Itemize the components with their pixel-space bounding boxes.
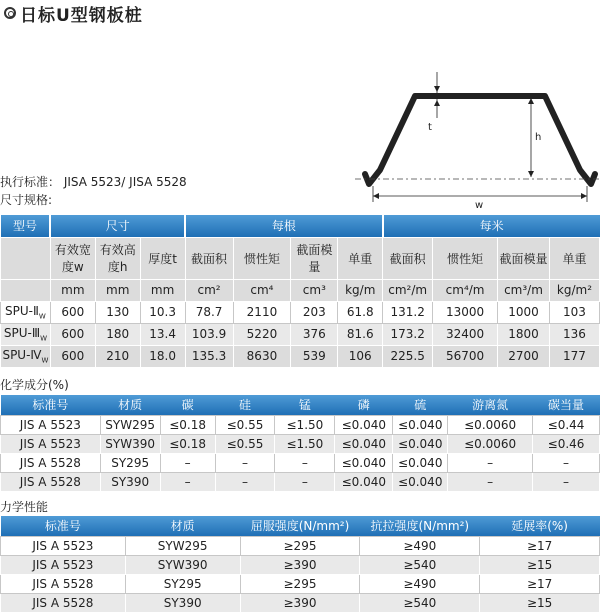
dims-cell: 135.3: [185, 345, 233, 367]
table-row: [1, 453, 600, 472]
chem-cell: –: [533, 472, 600, 491]
chem-cell: –: [215, 472, 275, 491]
h-label: h: [535, 132, 542, 143]
chem-cell: ≤0.55: [215, 434, 275, 453]
dims-unit: cm³: [291, 279, 338, 301]
dims-cell: 61.8: [338, 301, 383, 323]
chem-cell: ≤0.040: [335, 472, 393, 491]
dims-unit: mm: [50, 279, 95, 301]
chem-cell: ≤0.040: [335, 415, 393, 434]
dims-group-header-row: [1, 215, 600, 237]
dims-sub-header: 惯性矩: [433, 237, 498, 279]
dims-model-cell: SPU-$Ⅳ_W$: [1, 345, 51, 367]
mech-header: 屈服强度(N/mm²): [240, 516, 360, 536]
chem-header: 游离氮: [448, 395, 533, 415]
chem-cell: –: [215, 453, 275, 472]
chem-cell: JIS A 5523: [1, 434, 101, 453]
u-pile-profile-diagram: [355, 62, 600, 217]
dims-cell: 203: [291, 301, 338, 323]
dims-header-size: 尺寸: [50, 215, 185, 237]
chem-cell: ≤0.040: [393, 434, 448, 453]
dims-unit: kg/m: [338, 279, 383, 301]
mech-header: 标准号: [1, 516, 126, 536]
chem-header: 标准号: [1, 395, 101, 415]
mech-cell: ≥540: [360, 555, 480, 574]
dims-sub-header: 有效高度h: [95, 237, 140, 279]
chem-cell: ≤0.040: [335, 434, 393, 453]
dims-cell: 103: [549, 301, 599, 323]
mech-cell: ≥390: [240, 555, 360, 574]
dims-sub-header: 截面模量: [291, 237, 338, 279]
mech-cell: ≥17: [480, 574, 600, 593]
chem-cell: SYW390: [100, 434, 160, 453]
dims-unit: cm²/m: [383, 279, 433, 301]
mech-cell: JIS A 5523: [1, 555, 126, 574]
chem-cell: ≤1.50: [275, 434, 335, 453]
chem-section-label: 化学成分(%): [0, 378, 69, 392]
chem-cell: –: [448, 472, 533, 491]
chem-cell: ≤0.18: [160, 415, 215, 434]
mech-cell: SY390: [125, 593, 240, 612]
table-row: [1, 574, 600, 593]
dims-cell: 600: [50, 301, 95, 323]
u-pile-profile: [365, 96, 595, 184]
mech-header-row: [1, 516, 600, 536]
dims-sub-header: 单重: [338, 237, 383, 279]
mech-cell: ≥15: [480, 593, 600, 612]
dims-unit-row: [1, 279, 600, 301]
table-row: [1, 301, 600, 323]
dims-cell: 32400: [433, 323, 498, 345]
dims-unit: mm: [95, 279, 140, 301]
dims-sub-header: 截面积: [383, 237, 433, 279]
dims-unit: cm⁴/m: [433, 279, 498, 301]
chem-cell: SY390: [100, 472, 160, 491]
table-row: [1, 415, 600, 434]
chem-cell: ≤0.040: [393, 415, 448, 434]
chem-cell: ≤1.50: [275, 415, 335, 434]
chem-cell: ≤0.18: [160, 434, 215, 453]
chem-cell: –: [275, 472, 335, 491]
dims-sub-header: 惯性矩: [233, 237, 291, 279]
mech-header: 材质: [125, 516, 240, 536]
dims-cell: 1800: [498, 323, 550, 345]
dims-sub-header: 厚度t: [140, 237, 185, 279]
mech-cell: JIS A 5528: [1, 593, 126, 612]
chem-header: 硅: [215, 395, 275, 415]
table-row: [1, 323, 600, 345]
dims-cell: 600: [50, 323, 95, 345]
dims-cell: 78.7: [185, 301, 233, 323]
dims-header-per-pile: 每根: [185, 215, 383, 237]
mech-cell: ≥17: [480, 536, 600, 555]
table-row: [1, 434, 600, 453]
dims-cell: 18.0: [140, 345, 185, 367]
dims-cell: 103.9: [185, 323, 233, 345]
dims-header-model: 型号: [1, 215, 51, 237]
dims-model-cell: SPU-$Ⅱ_W$: [1, 301, 51, 323]
chem-cell: –: [275, 453, 335, 472]
chem-cell: –: [533, 453, 600, 472]
dims-cell: 539: [291, 345, 338, 367]
chem-header: 锰: [275, 395, 335, 415]
mech-cell: JIS A 5523: [1, 536, 126, 555]
table-row: [1, 536, 600, 555]
chem-cell: ≤0.0060: [448, 434, 533, 453]
dims-cell: 600: [50, 345, 95, 367]
mech-cell: SYW390: [125, 555, 240, 574]
dims-cell: 106: [338, 345, 383, 367]
t-label: t: [428, 122, 432, 133]
mech-cell: SYW295: [125, 536, 240, 555]
dims-header-per-meter: 每米: [383, 215, 600, 237]
spec-label: 尺寸规格:: [0, 193, 53, 207]
dims-cell: 81.6: [338, 323, 383, 345]
standard-line: 执行标准： JISA 5523/ JISA 5528: [0, 175, 187, 189]
dims-cell: 13.4: [140, 323, 185, 345]
chem-cell: ≤0.55: [215, 415, 275, 434]
chem-header: 材质: [100, 395, 160, 415]
chem-header-row: [1, 395, 600, 415]
chem-cell: JIS A 5528: [1, 453, 101, 472]
chem-cell: JIS A 5528: [1, 472, 101, 491]
chem-header: 碳: [160, 395, 215, 415]
dims-cell: 136: [549, 323, 599, 345]
table-row: [1, 345, 600, 367]
mech-header: 抗拉强度(N/mm²): [360, 516, 480, 536]
dims-cell: 2700: [498, 345, 550, 367]
title-text: 日标U型钢板桩: [20, 5, 143, 26]
chem-cell: ≤0.040: [393, 472, 448, 491]
dims-cell: 210: [95, 345, 140, 367]
dims-cell: 56700: [433, 345, 498, 367]
dims-sub-header: 有效宽度w: [50, 237, 95, 279]
dims-cell: 1000: [498, 301, 550, 323]
dims-cell: 2110: [233, 301, 291, 323]
dimensions-table: [0, 215, 600, 368]
chem-header: 碳当量: [533, 395, 600, 415]
table-row: [1, 472, 600, 491]
dims-cell: 130: [95, 301, 140, 323]
mechanical-table: [0, 516, 600, 613]
dims-sub-header: 单重: [549, 237, 599, 279]
dims-sub-header: 截面模量: [498, 237, 550, 279]
mech-cell: ≥295: [240, 536, 360, 555]
mech-cell: ≥490: [360, 574, 480, 593]
chem-cell: SYW295: [100, 415, 160, 434]
chem-cell: ≤0.040: [393, 453, 448, 472]
dims-cell: 5220: [233, 323, 291, 345]
w-label: w: [475, 200, 484, 211]
mech-cell: ≥15: [480, 555, 600, 574]
dims-blank-cell: [1, 237, 51, 279]
mech-section-label: 力学性能: [0, 500, 49, 514]
dims-unit: cm⁴: [233, 279, 291, 301]
mech-cell: JIS A 5528: [1, 574, 126, 593]
chem-header: 硫: [393, 395, 448, 415]
dims-unit: kg/m²: [549, 279, 599, 301]
dims-cell: 10.3: [140, 301, 185, 323]
chem-header: 磷: [335, 395, 393, 415]
dims-cell: 13000: [433, 301, 498, 323]
dims-cell: 173.2: [383, 323, 433, 345]
dims-unit: cm³/m: [498, 279, 550, 301]
table-row: [1, 593, 600, 612]
chem-cell: ≤0.0060: [448, 415, 533, 434]
mech-cell: ≥540: [360, 593, 480, 612]
dims-cell: 180: [95, 323, 140, 345]
chem-cell: –: [160, 472, 215, 491]
chemical-table: [0, 395, 600, 492]
mech-cell: ≥390: [240, 593, 360, 612]
dims-cell: 8630: [233, 345, 291, 367]
mech-cell: ≥490: [360, 536, 480, 555]
dims-sub-header-row: [1, 237, 600, 279]
dims-cell: 131.2: [383, 301, 433, 323]
chem-cell: –: [448, 453, 533, 472]
mech-header: 延展率(%): [480, 516, 600, 536]
chem-cell: ≤0.44: [533, 415, 600, 434]
chem-cell: SY295: [100, 453, 160, 472]
dims-sub-header: 截面积: [185, 237, 233, 279]
dims-cell: 225.5: [383, 345, 433, 367]
dims-model-cell: SPU-$Ⅲ_W$: [1, 323, 51, 345]
mech-cell: SY295: [125, 574, 240, 593]
dims-cell: 177: [549, 345, 599, 367]
dims-unit: cm²: [185, 279, 233, 301]
dims-cell: 376: [291, 323, 338, 345]
chem-cell: ≤0.040: [335, 453, 393, 472]
mech-cell: ≥295: [240, 574, 360, 593]
page-title: [4, 2, 143, 24]
bullet-circle-icon: [4, 7, 16, 19]
dims-blank-cell: [1, 279, 51, 301]
chem-cell: JIS A 5523: [1, 415, 101, 434]
chem-cell: ≤0.46: [533, 434, 600, 453]
chem-cell: –: [160, 453, 215, 472]
dims-unit: mm: [140, 279, 185, 301]
table-row: [1, 555, 600, 574]
